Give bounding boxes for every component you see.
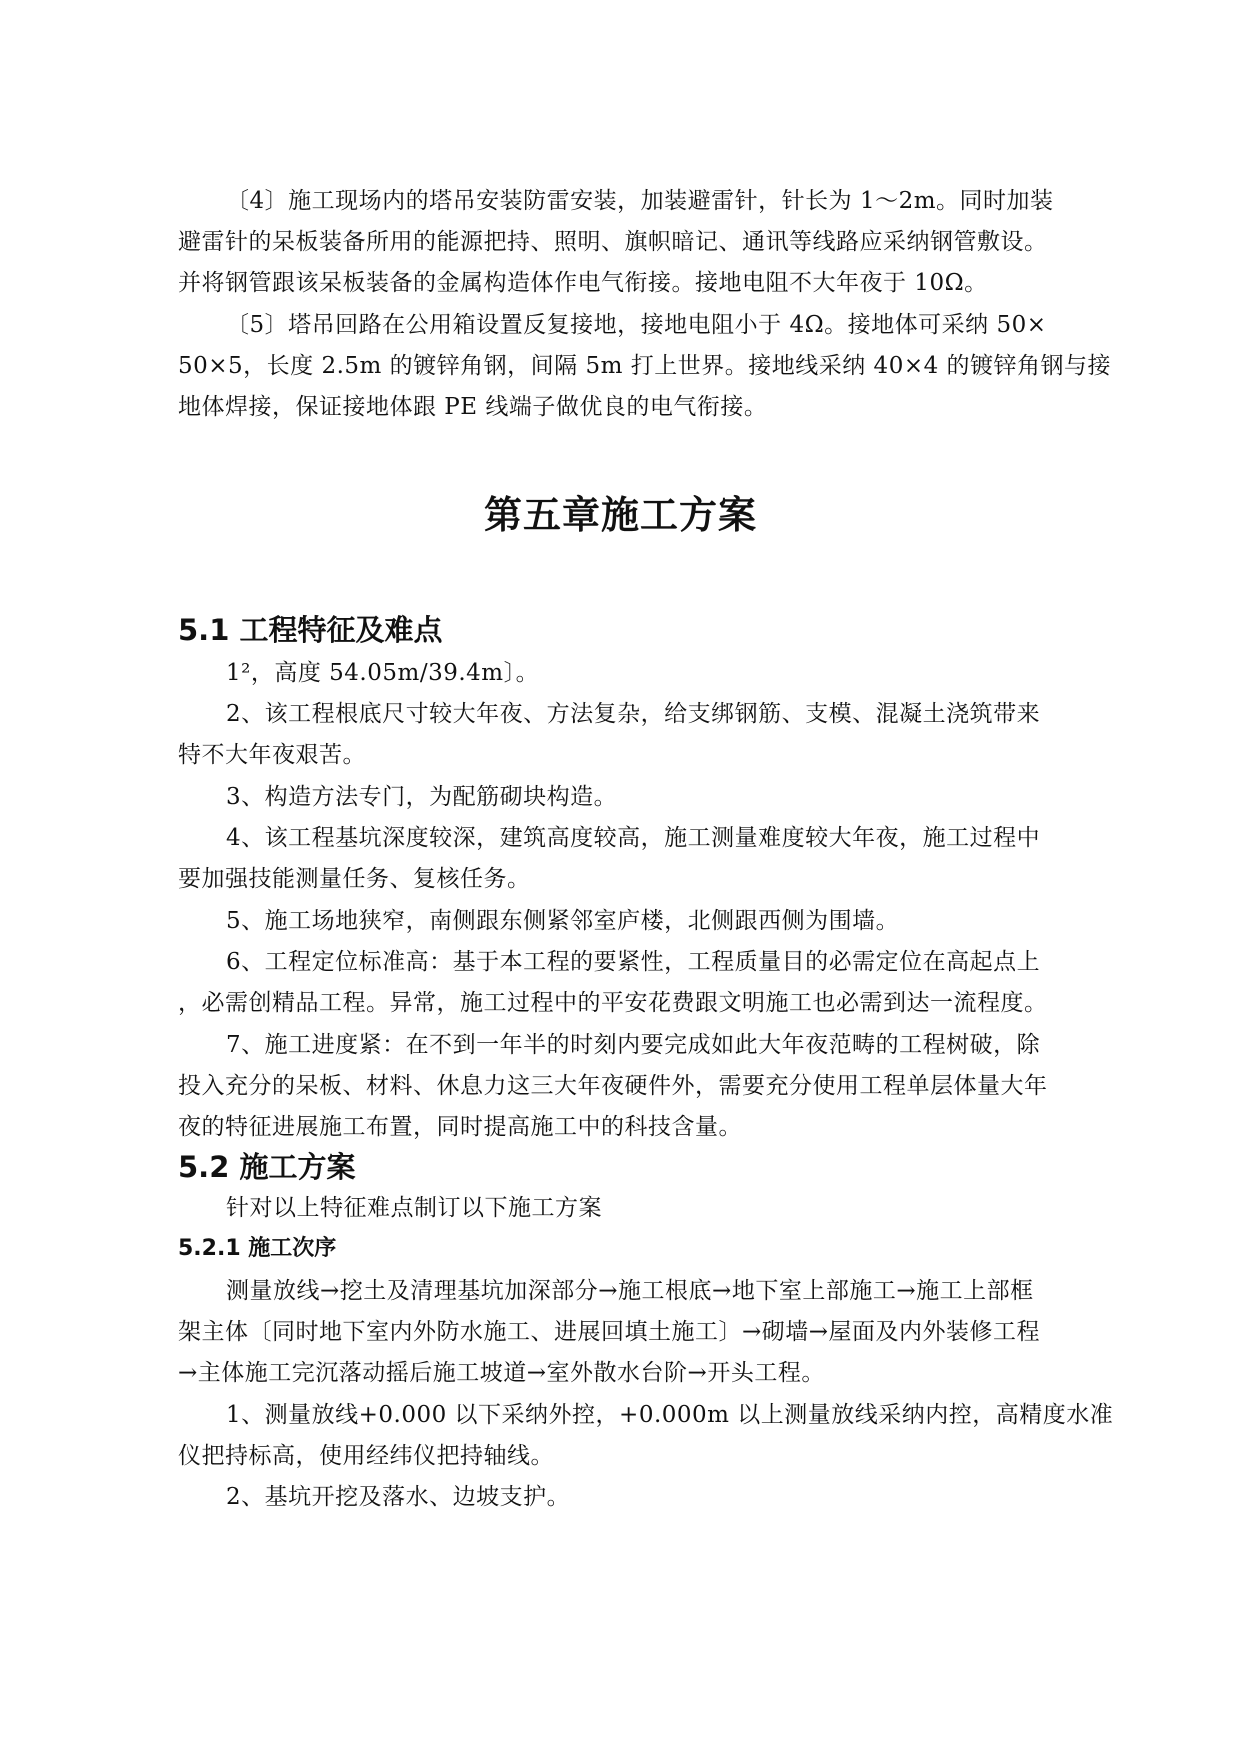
section-5-2-1-line: 1、测量放线+0.000 以下采纳外控，+0.000m 以上测量放线采纳内控，高精度水准 [226,1402,1114,1428]
paragraph-5-line-2: 50×5，长度 2.5m 的镀锌角钢，间隔 5m 打上世界。接地线采纳 40×4 的镀锌角钢与接 [178,353,1112,379]
paragraph-5-line-3: 地体焊接，保证接地体跟 PE 线端子做优良的电气衔接。 [178,394,768,420]
section-5-1-line: 特不大年夜艰苦。 [178,742,366,768]
section-5-1-heading: 5.1 工程特征及难点 [178,613,443,647]
section-5-1-line: 要加强技能测量任务、复核任务。 [178,866,531,892]
section-5-1-line: 夜的特征进展施工布置，同时提高施工中的科技含量。 [178,1114,742,1140]
section-5-1-line: 7、施工进度紧：在不到一年半的时刻内要完成如此大年夜范畴的工程树破，除 [226,1032,1041,1058]
section-5-2-intro: 针对以上特征难点制订以下施工方案 [226,1195,602,1221]
section-5-2-1-line: 2、基坑开挖及落水、边坡支护。 [226,1484,571,1510]
section-5-1-line: 2、该工程根底尺寸较大年夜、方法复杂，给支绑钢筋、支模、混凝土浇筑带来 [226,701,1041,727]
section-5-2-1-line: 测量放线→挖土及清理基坑加深部分→施工根底→地下室上部施工→施工上部框 [226,1278,1034,1304]
section-5-2-1-line: 架主体〔同时地下室内外防水施工、进展回填土施工〕→砌墙→屋面及内外装修工程 [178,1319,1041,1345]
section-5-1-line: ，必需创精品工程。异常，施工过程中的平安花费跟文明施工也必需到达一流程度。 [178,990,1048,1016]
section-5-1-line: 投入充分的呆板、材料、休息力这三大年夜硬件外，需要充分使用工程单层体量大年 [178,1073,1048,1099]
section-5-2-heading: 5.2 施工方案 [178,1150,356,1184]
section-5-1-line: 5、施工场地狭窄，南侧跟东侧紧邻室庐楼，北侧跟西侧为围墙。 [226,908,900,934]
chapter-title: 第五章施工方案 [483,493,757,537]
section-5-1-line: 6、工程定位标准高：基于本工程的要紧性，工程质量目的必需定位在高起点上 [226,949,1041,975]
section-5-1-line: 4、该工程基坑深度较深，建筑高度较高，施工测量难度较大年夜，施工过程中 [226,825,1041,851]
paragraph-5-line-1: 〔5〕塔吊回路在公用箱设置反复接地，接地电阻小于 4Ω。接地体可采纳 50× [226,312,1047,338]
section-5-1-line: 3、构造方法专门，为配筋砌块构造。 [226,784,618,810]
section-5-2-1-line: →主体施工完沉落动摇后施工坡道→室外散水台阶→开头工程。 [178,1360,825,1386]
section-5-2-1-heading: 5.2.1 施工次序 [178,1236,337,1261]
paragraph-4-line-1: 〔4〕施工现场内的塔吊安装防雷安装，加装避雷针，针长为 1～2m。同时加装 [226,188,1054,214]
paragraph-4-line-3: 并将钢管跟该呆板装备的金属构造体作电气衔接。接地电阻不大年夜于 10Ω。 [178,270,988,296]
paragraph-4-line-2: 避雷针的呆板装备所用的能源把持、照明、旗帜暗记、通讯等线路应采纳钢管敷设。 [178,229,1048,255]
section-5-2-1-line: 仪把持标高，使用经纬仪把持轴线。 [178,1443,554,1469]
section-5-1-line: 1²，高度 54.05m/39.4m〕。 [226,660,540,686]
